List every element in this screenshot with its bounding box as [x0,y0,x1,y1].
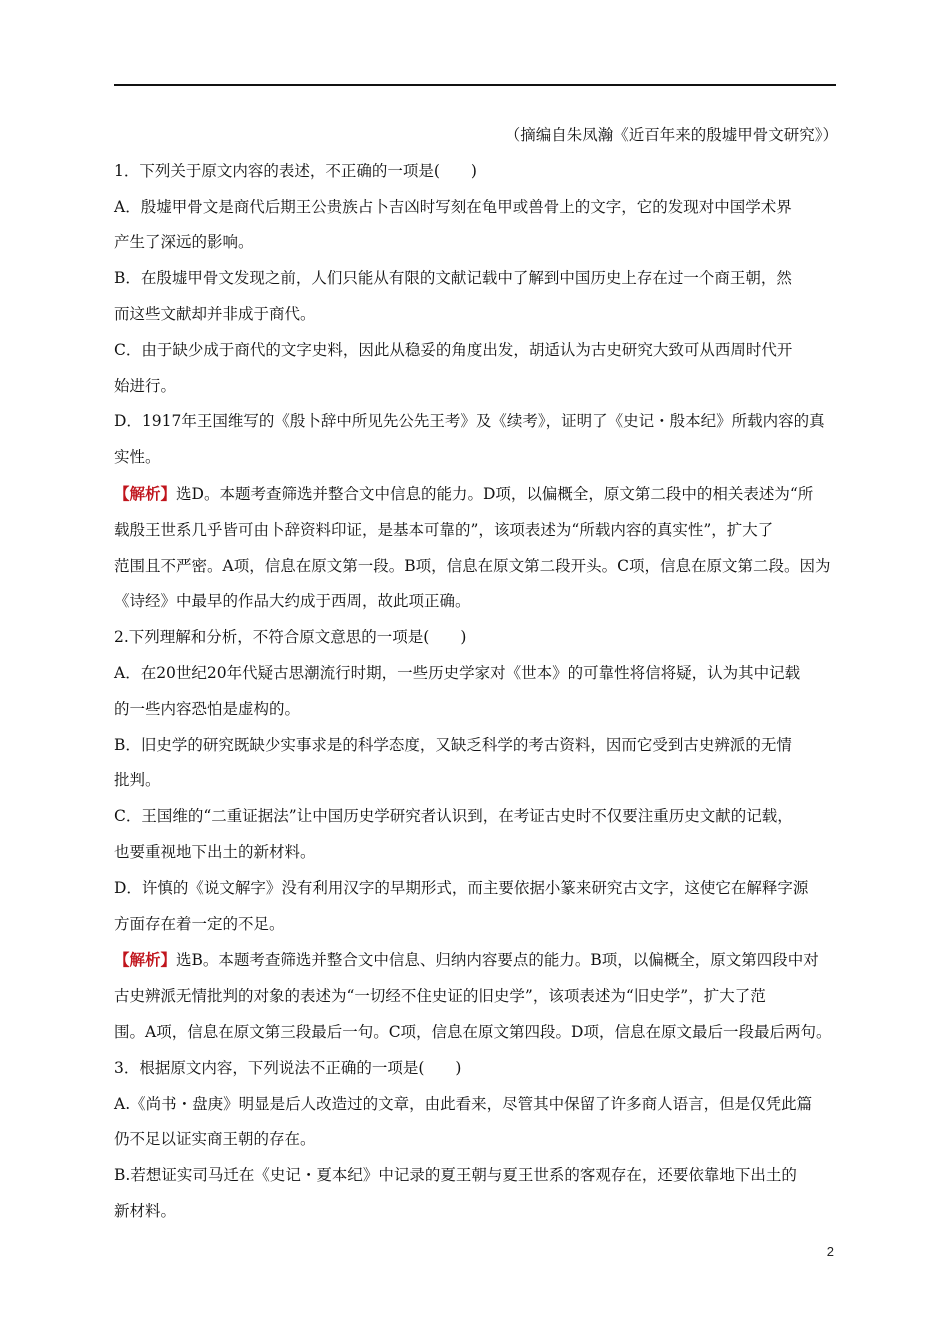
option-b [114,261,838,333]
question-stem: 2.下列理解和分析，不符合原文意思的一项是( ) [114,628,467,647]
option-line: 而这些文献却并非成于商代。 [114,304,316,323]
option-line: 方面存在着一定的不足。 [114,914,285,933]
option-line: 也要重视地下出土的新材料。 [114,842,316,861]
option-b [114,728,838,800]
option-line: 产生了深远的影响。 [114,233,254,252]
page-number: 2 [826,1244,834,1259]
question-3 [114,1051,838,1230]
option-line: 批判。 [114,771,161,790]
option-a [114,656,838,728]
analysis-tag: 【解析】 [114,950,177,970]
question-stem: 3．根据原文内容，下列说法不正确的一项是( ) [114,1058,462,1077]
option-c [114,333,838,405]
option-line: 仍不足以证实商王朝的存在。 [114,1130,316,1149]
option-line: D．1917年王国维写的《殷卜辞中所见先公先王考》及《续考》，证明了《史记・殷本纪》所载内容的真 [114,412,825,431]
option-line: B．在殷墟甲骨文发现之前，人们只能从有限的文献记载中了解到中国历史上存在过一个商王朝，然 [114,269,792,288]
analysis [114,476,838,620]
analysis-line: 载殷王世系几乎皆可由卜辞资料印证，是基本可靠的”，该项表述为“所载内容的真实性”，扩大了 [114,520,774,539]
analysis-line: 古史辨派无情批判的对象的表述为“一切经不住史证的旧史学”，该项表述为“旧史学”，扩大了范 [114,987,766,1006]
option-line: A．在20世纪20年代疑古思潮流行时期，一些历史学家对《世本》的可靠性将信将疑，认为其中记载 [114,663,801,682]
option-line: A.《尚书・盘庚》明显是后人改造过的文章，由此看来，尽管其中保留了许多商人语言，但是仅凭此篇 [114,1094,813,1113]
analysis-tag: 【解析】 [114,483,177,503]
question-stem: 1．下列关于原文内容的表述，不正确的一项是( ) [114,161,477,180]
option-c [114,799,838,871]
option-line: B．旧史学的研究既缺少实事求是的科学态度，又缺乏科学的考古资料，因而它受到古史辨派的无情 [114,735,792,754]
option-line: 始进行。 [114,376,177,395]
option-d [114,404,838,476]
analysis-line: 范围且不严密。A项，信息在原文第一段。B项，信息在原文第二段开头。C项，信息在原文第二段。因为 [114,556,831,575]
option-line: C．由于缺少成于商代的文字史料，因此从稳妥的角度出发，胡适认为古史研究大致可从西周时代开 [114,340,793,359]
source-citation: （摘编自朱凤瀚《近百年来的殷墟甲骨文研究》） [504,126,838,144]
option-line: 实性。 [114,448,161,467]
option-line: C．王国维的“二重证据法”让中国历史学研究者认识到，在考证古史时不仅要注重历史文献的记载， [114,807,793,826]
option-line: B.若想证实司马迁在《史记・夏本纪》中记录的夏王朝与夏王世系的客观存在，还要依靠地下出土的 [114,1166,797,1185]
option-d [114,871,838,943]
question-1 [114,154,838,620]
document-body [114,118,838,1230]
analysis-line: 《诗经》中最早的作品大约成于西周，故此项正确。 [114,592,471,611]
option-line: D．许慎的《说文解字》没有利用汉字的早期形式，而主要依据小篆来研究古文字，这使它在解释字源 [114,878,809,897]
option-line: 的一些内容恐怕是虚构的。 [114,699,301,718]
analysis-line: 围。A项，信息在原文第三段最后一句。C项，信息在原文第四段。D项，信息在原文最后一段最后两句。 [114,1022,832,1041]
option-b [114,1158,838,1230]
question-2 [114,620,838,1051]
option-line: 新材料。 [114,1201,177,1220]
option-a [114,1087,838,1159]
analysis-line: 选D。本题考查筛选并整合文中信息的能力。D项，以偏概全，原文第二段中的相关表述为“所 [176,484,814,503]
analysis-line: 选B。本题考查筛选并整合文中信息、归纳内容要点的能力。B项，以偏概全，原文第四段中对 [176,951,819,970]
option-a [114,190,838,262]
header-rule [114,84,836,86]
option-line: A．殷墟甲骨文是商代后期王公贵族占卜吉凶时写刻在龟甲或兽骨上的文字，它的发现对中国学术界 [114,197,792,216]
analysis [114,942,838,1050]
